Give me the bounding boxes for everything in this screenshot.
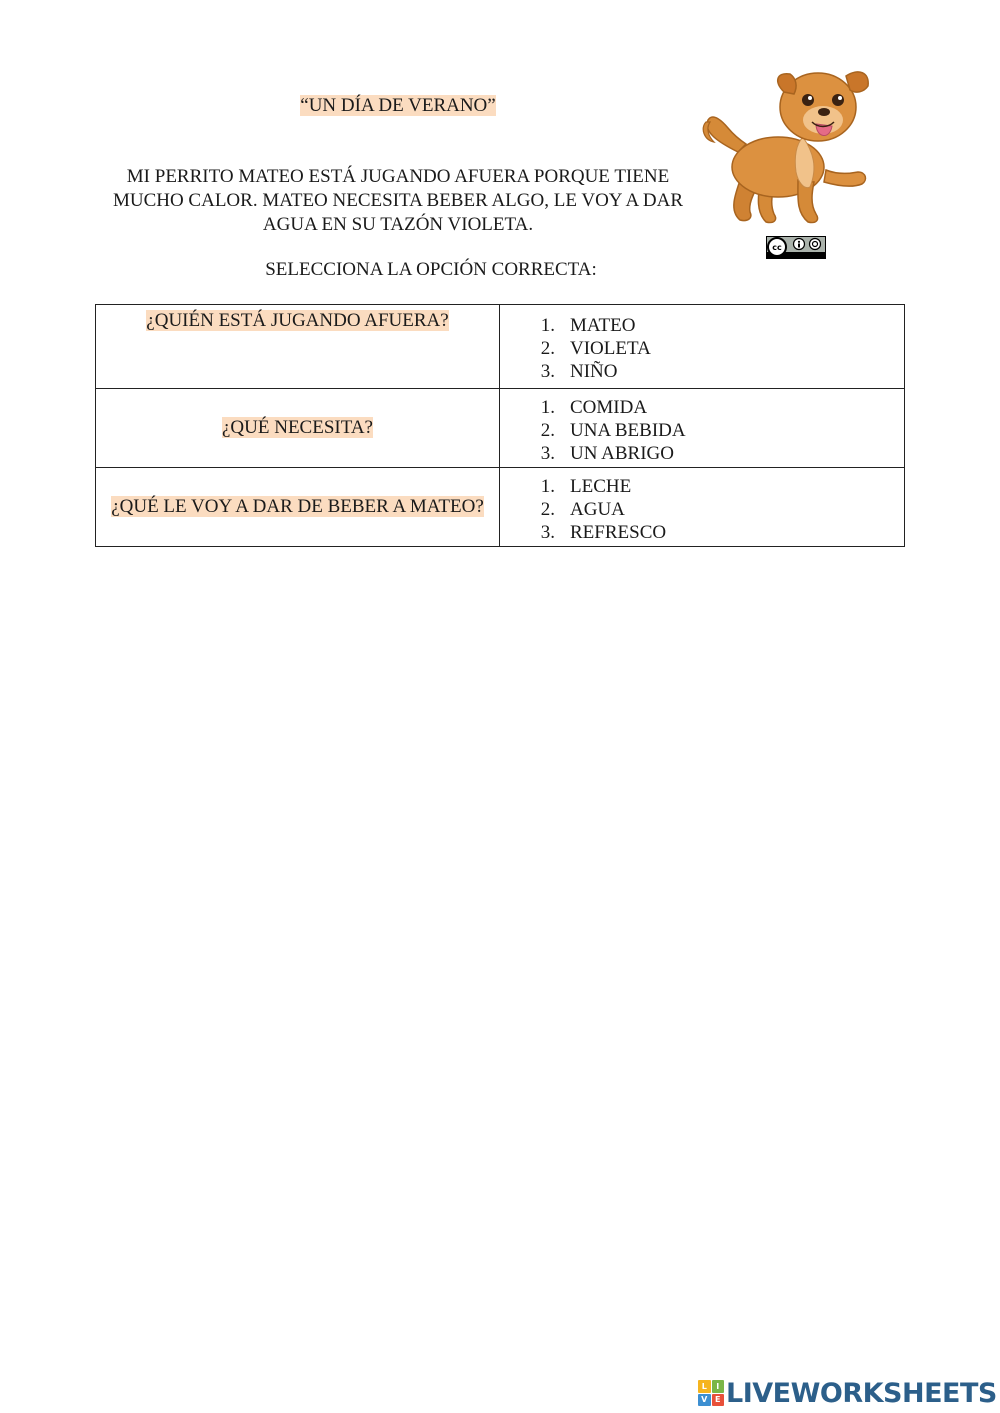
option-label: NIÑO xyxy=(570,361,618,382)
option-label: VIOLETA xyxy=(570,338,651,359)
logo-mark-icon xyxy=(698,1380,724,1406)
option-label: REFRESCO xyxy=(570,521,667,543)
options-list xyxy=(500,475,904,544)
option-item[interactable] xyxy=(500,475,904,498)
question-cell xyxy=(96,468,500,547)
options-list xyxy=(500,314,904,383)
logo-letter: V xyxy=(698,1394,711,1407)
question-text: ¿QUÉ LE VOY A DAR DE BEBER A MATEO? xyxy=(111,496,484,517)
quiz-table xyxy=(95,304,905,547)
logo-wordmark: LIVEWORKSHEETS xyxy=(726,1377,997,1409)
option-number: 2. xyxy=(540,338,555,359)
option-number: 3. xyxy=(540,361,555,382)
option-item[interactable] xyxy=(500,337,904,360)
dog-illustration xyxy=(698,62,878,234)
option-number: 1. xyxy=(540,315,555,336)
liveworksheets-logo[interactable] xyxy=(698,1376,997,1410)
logo-letter: I xyxy=(712,1380,725,1393)
option-item[interactable] xyxy=(500,521,904,544)
option-item[interactable] xyxy=(500,419,904,442)
logo-letter: L xyxy=(698,1380,711,1393)
options-list xyxy=(500,396,904,465)
svg-text:cc: cc xyxy=(772,243,782,252)
story-paragraph: MI PERRITO MATEO ESTÁ JUGANDO AFUERA PORQUE TIENE MUCHO CALOR. MATEO NECESITA BEBER ALGO, LE VOY A DAR AGUA EN SU TAZÓN VIOLETA. xyxy=(112,166,684,235)
option-label: LECHE xyxy=(570,475,632,497)
cc-license-badge xyxy=(766,236,826,259)
option-label: MATEO xyxy=(570,315,636,336)
logo-letter: E xyxy=(712,1394,725,1407)
answer-cell xyxy=(500,468,905,547)
option-number: 2. xyxy=(540,419,555,441)
option-item[interactable] xyxy=(500,314,904,337)
table-row xyxy=(96,389,905,468)
option-label: COMIDA xyxy=(570,396,648,418)
option-number: 3. xyxy=(540,442,555,464)
option-label: AGUA xyxy=(570,498,625,520)
option-item[interactable] xyxy=(500,498,904,521)
answer-cell xyxy=(500,389,905,468)
instruction-text: SELECCIONA LA OPCIÓN CORRECTA: xyxy=(265,259,597,280)
worksheet-title xyxy=(0,94,796,118)
question-cell xyxy=(96,305,500,389)
option-number: 2. xyxy=(540,498,555,520)
option-label: UNA BEBIDA xyxy=(570,419,686,441)
answer-cell xyxy=(500,305,905,389)
option-item[interactable] xyxy=(500,442,904,465)
option-item[interactable] xyxy=(500,396,904,419)
option-number: 1. xyxy=(540,475,555,497)
option-number: 3. xyxy=(540,521,555,543)
option-item[interactable] xyxy=(500,360,904,383)
question-text: ¿QUIÉN ESTÁ JUGANDO AFUERA? xyxy=(146,310,449,331)
table-row xyxy=(96,305,905,389)
title-text: “UN DÍA DE VERANO” xyxy=(300,95,496,116)
question-text: ¿QUÉ NECESITA? xyxy=(222,417,373,438)
table-row xyxy=(96,468,905,547)
option-number: 1. xyxy=(540,396,555,418)
option-label: UN ABRIGO xyxy=(570,442,674,464)
question-cell xyxy=(96,389,500,468)
